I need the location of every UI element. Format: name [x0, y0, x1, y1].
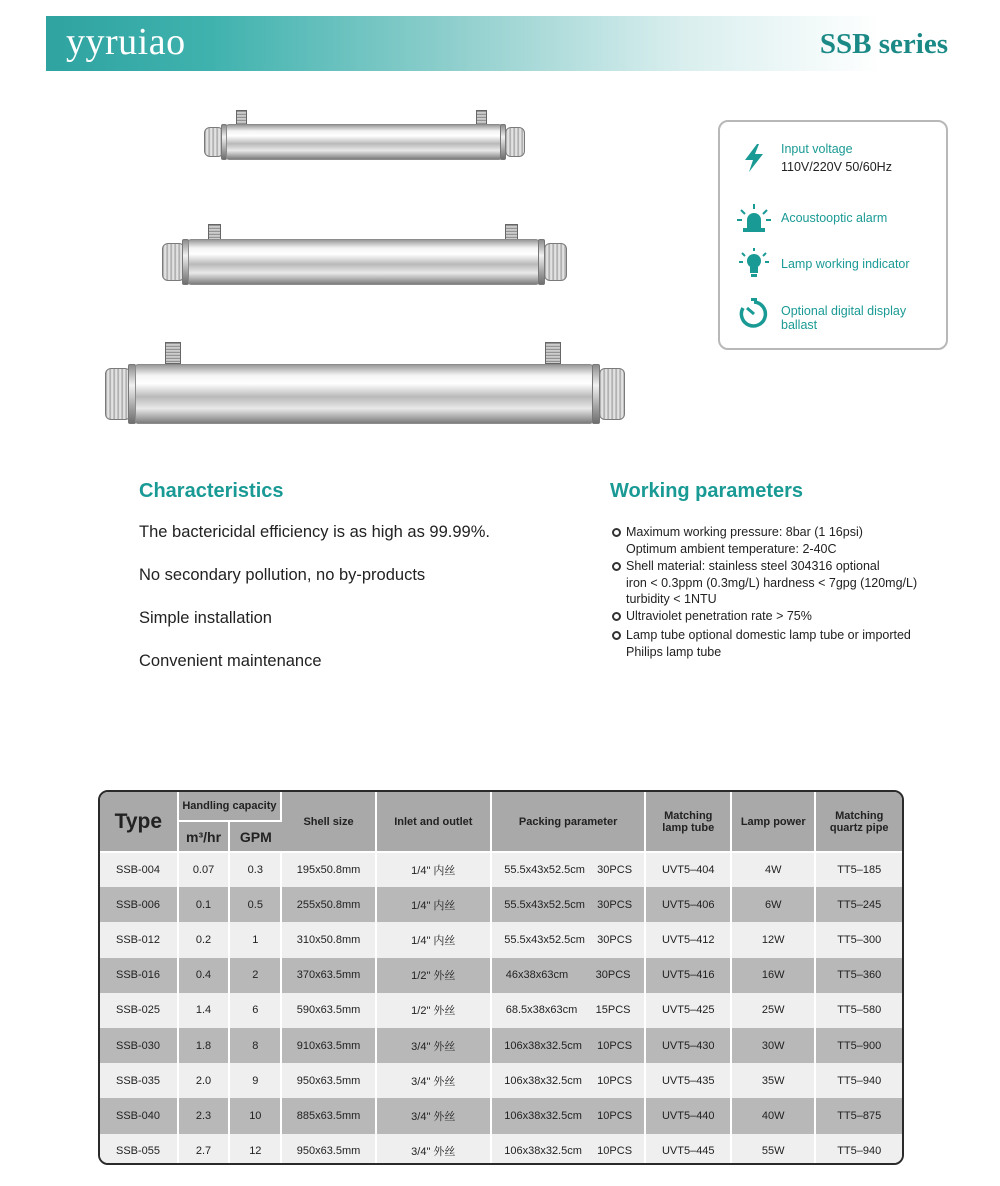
cell-packing: 55.5x43x52.5cm 30PCS	[491, 887, 646, 922]
cell-type: SSB-006	[100, 887, 178, 922]
cell-gpm: 0.3	[229, 852, 281, 887]
cell-type: SSB-016	[100, 958, 178, 993]
parameter-item	[612, 627, 952, 660]
cell-lamp-power: 55W	[731, 1134, 815, 1166]
cell-shell-size: 910x63.5mm	[281, 1028, 376, 1063]
cell-type: SSB-055	[100, 1134, 178, 1166]
cell-packing: 68.5x38x63cm 15PCS	[491, 993, 646, 1028]
feature-alarm	[735, 202, 887, 234]
cell-lamp-power: 35W	[731, 1063, 815, 1098]
cell-inlet-outlet: 3/4" 外丝	[376, 1134, 491, 1166]
cell-lamp-power: 12W	[731, 922, 815, 957]
cell-lamp-power: 6W	[731, 887, 815, 922]
cell-m3hr: 2.7	[178, 1134, 230, 1166]
cell-lamp-tube: UVT5–425	[645, 993, 731, 1028]
header-quartz-line: quartz pipe	[829, 821, 889, 834]
parameter-line: turbidity < 1NTU	[626, 592, 717, 606]
cell-type: SSB-004	[100, 852, 178, 887]
cell-type: SSB-040	[100, 1098, 178, 1133]
header-shell-size: Shell size	[281, 792, 376, 852]
bullet-icon	[612, 562, 621, 571]
cell-gpm: 1	[229, 922, 281, 957]
cell-packing: 106x38x32.5cm 10PCS	[491, 1063, 646, 1098]
cell-packing: 55.5x43x52.5cm 30PCS	[491, 922, 646, 957]
cell-inlet-outlet: 3/4" 外丝	[376, 1098, 491, 1133]
cell-gpm: 10	[229, 1098, 281, 1133]
working-parameters-title: Working parameters	[610, 480, 804, 502]
cell-m3hr: 0.2	[178, 922, 230, 957]
cell-m3hr: 2.0	[178, 1063, 230, 1098]
table-row	[100, 1098, 902, 1133]
cell-packing: 55.5x43x52.5cm 30PCS	[491, 852, 646, 887]
cell-lamp-power: 30W	[731, 1028, 815, 1063]
table-row	[100, 1028, 902, 1063]
cell-shell-size: 885x63.5mm	[281, 1098, 376, 1133]
timer-icon	[735, 298, 773, 330]
cell-lamp-tube: UVT5–430	[645, 1028, 731, 1063]
parameter-line: Maximum working pressure: 8bar (1 16psi)	[626, 525, 863, 539]
cell-shell-size: 950x63.5mm	[281, 1134, 376, 1166]
cell-lamp-tube: UVT5–416	[645, 958, 731, 993]
cell-inlet-outlet: 1/4" 内丝	[376, 922, 491, 957]
feature-label: Optional digital display	[781, 304, 907, 318]
cell-lamp-power: 4W	[731, 852, 815, 887]
characteristic-item: Simple installation	[139, 609, 272, 627]
header-type: Type	[100, 792, 178, 852]
cell-shell-size: 590x63.5mm	[281, 993, 376, 1028]
cell-type: SSB-035	[100, 1063, 178, 1098]
characteristic-item: No secondary pollution, no by-products	[139, 566, 426, 584]
cell-m3hr: 0.07	[178, 852, 230, 887]
parameter-line: Lamp tube optional domestic lamp tube or imported	[626, 628, 911, 642]
header-handling-capacity: Handling capacity	[178, 792, 282, 821]
header-lamp-tube	[645, 792, 731, 852]
table-row	[100, 852, 902, 887]
cell-quartz-pipe: TT5–875	[815, 1098, 902, 1133]
cell-packing: 106x38x32.5cm 10PCS	[491, 1098, 646, 1133]
header-quartz-pipe	[815, 792, 902, 852]
cell-m3hr: 2.3	[178, 1098, 230, 1133]
header-lamp-tube-line: Matching	[664, 809, 713, 822]
cell-inlet-outlet: 3/4" 外丝	[376, 1063, 491, 1098]
table-row	[100, 958, 902, 993]
parameter-item	[612, 608, 952, 625]
cell-quartz-pipe: TT5–360	[815, 958, 902, 993]
table-row	[100, 1063, 902, 1098]
characteristics-title: Characteristics	[139, 480, 284, 502]
light-bulb-icon	[735, 248, 773, 280]
cell-quartz-pipe: TT5–300	[815, 922, 902, 957]
cell-inlet-outlet: 3/4" 外丝	[376, 1028, 491, 1063]
parameter-item	[612, 558, 952, 608]
cell-gpm: 8	[229, 1028, 281, 1063]
cell-shell-size: 255x50.8mm	[281, 887, 376, 922]
lightning-icon	[735, 142, 773, 174]
cell-quartz-pipe: TT5–940	[815, 1134, 902, 1166]
bullet-icon	[612, 612, 621, 621]
cell-lamp-tube: UVT5–435	[645, 1063, 731, 1098]
cell-inlet-outlet: 1/2" 外丝	[376, 958, 491, 993]
feature-label: Acoustooptic alarm	[781, 211, 888, 225]
cell-lamp-tube: UVT5–406	[645, 887, 731, 922]
header-packing: Packing parameter	[491, 792, 646, 852]
feature-label-cont: ballast	[781, 318, 818, 332]
feature-label: Input voltage	[781, 142, 853, 156]
parameter-line: Philips lamp tube	[626, 644, 722, 659]
table-row	[100, 1134, 902, 1166]
cell-lamp-power: 40W	[731, 1098, 815, 1133]
table-row	[100, 887, 902, 922]
header-m3hr: m³/hr	[178, 821, 230, 852]
cell-lamp-tube: UVT5–412	[645, 922, 731, 957]
cell-quartz-pipe: TT5–245	[815, 887, 902, 922]
cell-lamp-tube: UVT5–404	[645, 852, 731, 887]
cell-quartz-pipe: TT5–580	[815, 993, 902, 1028]
cell-quartz-pipe: TT5–900	[815, 1028, 902, 1063]
cell-shell-size: 370x63.5mm	[281, 958, 376, 993]
cell-lamp-power: 16W	[731, 958, 815, 993]
table-row	[100, 993, 902, 1028]
cell-m3hr: 1.8	[178, 1028, 230, 1063]
spec-table	[98, 790, 904, 1165]
feature-lamp-indicator	[735, 248, 910, 280]
header-quartz-line: Matching	[835, 809, 884, 822]
cell-quartz-pipe: TT5–940	[815, 1063, 902, 1098]
header-lamp-tube-line: lamp tube	[662, 821, 715, 834]
feature-ballast	[735, 298, 906, 332]
cell-m3hr: 0.1	[178, 887, 230, 922]
feature-value: 110V/220V 50/60Hz	[781, 160, 892, 174]
bullet-icon	[612, 631, 621, 640]
cell-gpm: 2	[229, 958, 281, 993]
feature-label: Lamp working indicator	[781, 257, 910, 271]
cell-type: SSB-012	[100, 922, 178, 957]
cell-m3hr: 1.4	[178, 993, 230, 1028]
cell-inlet-outlet: 1/2" 外丝	[376, 993, 491, 1028]
parameter-line: Ultraviolet penetration rate > 75%	[626, 609, 812, 623]
characteristic-item: The bactericidal efficiency is as high as 99.99%.	[139, 523, 490, 541]
header-lamp-power: Lamp power	[731, 792, 815, 852]
cell-inlet-outlet: 1/4" 内丝	[376, 852, 491, 887]
cell-type: SSB-025	[100, 993, 178, 1028]
feature-input-voltage	[735, 142, 892, 174]
feature-box	[718, 120, 948, 350]
cell-lamp-tube: UVT5–445	[645, 1134, 731, 1166]
parameter-item	[612, 524, 952, 557]
characteristic-item: Convenient maintenance	[139, 652, 322, 670]
cell-packing: 106x38x32.5cm 10PCS	[491, 1134, 646, 1166]
cell-type: SSB-030	[100, 1028, 178, 1063]
cell-shell-size: 310x50.8mm	[281, 922, 376, 957]
parameter-line: Optimum ambient temperature: 2-40C	[626, 541, 837, 556]
cell-lamp-power: 25W	[731, 993, 815, 1028]
cell-gpm: 6	[229, 993, 281, 1028]
header-gpm: GPM	[229, 821, 281, 852]
cell-m3hr: 0.4	[178, 958, 230, 993]
parameter-line: Shell material: stainless steel 304316 optional	[626, 559, 880, 573]
header-banner	[46, 16, 954, 71]
series-title: SSB series	[819, 28, 948, 60]
cell-packing: 46x38x63cm 30PCS	[491, 958, 646, 993]
cell-packing: 106x38x32.5cm 10PCS	[491, 1028, 646, 1063]
cell-shell-size: 950x63.5mm	[281, 1063, 376, 1098]
cell-gpm: 0.5	[229, 887, 281, 922]
cell-gpm: 12	[229, 1134, 281, 1166]
cell-quartz-pipe: TT5–185	[815, 852, 902, 887]
alarm-light-icon	[735, 202, 773, 234]
cell-shell-size: 195x50.8mm	[281, 852, 376, 887]
bullet-icon	[612, 528, 621, 537]
header-inlet-outlet: Inlet and outlet	[376, 792, 491, 852]
brand-logo: yyruiao	[66, 21, 186, 63]
cell-gpm: 9	[229, 1063, 281, 1098]
table-row	[100, 922, 902, 957]
cell-lamp-tube: UVT5–440	[645, 1098, 731, 1133]
parameter-line: iron < 0.3ppm (0.3mg/L) hardness < 7gpg (120mg/L)	[626, 575, 918, 590]
cell-inlet-outlet: 1/4" 内丝	[376, 887, 491, 922]
